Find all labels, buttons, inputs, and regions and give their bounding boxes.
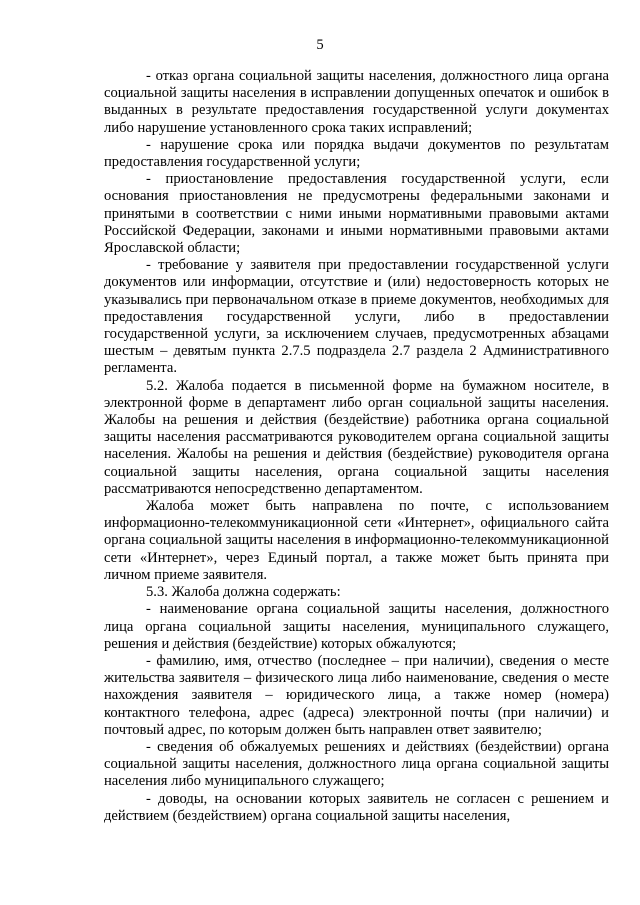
- document-body: [104, 68, 609, 825]
- paragraph-requirement-of-documents: - требование у заявителя при предоставлении государственной услуги документов или информации, отсутствие и (или) недостоверность которых не указывались при первоначальном отказе в приеме документов, необходимых для предоставления государственной услуги, либо в предоставлении государственной услуги, за исключением случаев, предусмотренных абзацами шестым – девятым пункта 2.7.5 подраздела 2.7 раздела 2 Административного регламента.: [104, 257, 609, 377]
- paragraph-complaint-channels: Жалоба может быть направлена по почте, с использованием информационно-телекоммуникационной сети «Интернет», официального сайта органа социальной защиты населения в информационно-телекоммуникационной сети «Интернет», через Единый портал, а также может быть принята при личном приеме заявителя.: [104, 498, 609, 583]
- paragraph-authority-name: - наименование органа социальной защиты населения, должностного лица органа социальной защиты населения, муниципального служащего, решения и действия (бездействие) которых обжалуются;: [104, 601, 609, 652]
- paragraph-section-5-3: 5.3. Жалоба должна содержать:: [146, 584, 341, 601]
- paragraph-applicant-details: - фамилию, имя, отчество (последнее – при наличии), сведения о месте жительства заявителя – физического лица либо наименование, сведения о месте нахождения заявителя – юридического лица, а также номер (номера) контактного телефона, адрес (адреса) электронной почты (при наличии) и почтовый адрес, по которым должен быть направлен ответ заявителю;: [104, 652, 609, 738]
- paragraph-arguments: - доводы, на основании которых заявитель не согласен с решением и действием (бездействием) органа социальной защиты населения,: [104, 790, 609, 824]
- paragraph-appealed-decisions: - сведения об обжалуемых решениях и действиях (бездействии) органа социальной защиты населения, должностного лица органа социальной защиты населения либо муниципального служащего;: [104, 738, 609, 790]
- paragraph-section-5-2: 5.2. Жалоба подается в письменной форме на бумажном носителе, в электронной форме в департамент либо орган социальной защиты населения. Жалобы на решения и действия (бездействие) работника органа социальной защиты населения рассматриваются руководителем органа социальной защиты населения. Жалобы на решения и действия (бездействие) руководителя органа социальной защиты населения, органа социальной защиты населения рассматриваются непосредственно департаментом.: [104, 377, 609, 497]
- paragraph-suspension-of-service: - приостановление предоставления государственной услуги, если основания приостановления не предусмотрены федеральными законами и принятыми в соответствии с ними иными нормативными правовыми актами Российской Федерации, законами и иными нормативными правовыми актами Ярославской области;: [104, 171, 609, 257]
- paragraph-violation-of-issuance-term: - нарушение срока или порядка выдачи документов по результатам предоставления государственной услуги;: [104, 136, 609, 171]
- page-number: 5: [316, 37, 324, 53]
- paragraph-refusal-to-correct-errors: - отказ органа социальной защиты населения, должностного лица органа социальной защиты населения в исправлении допущенных опечаток и ошибок в выданных в результате предоставления государственной услуги документах либо нарушение установленного срока таких исправлений;: [104, 68, 609, 136]
